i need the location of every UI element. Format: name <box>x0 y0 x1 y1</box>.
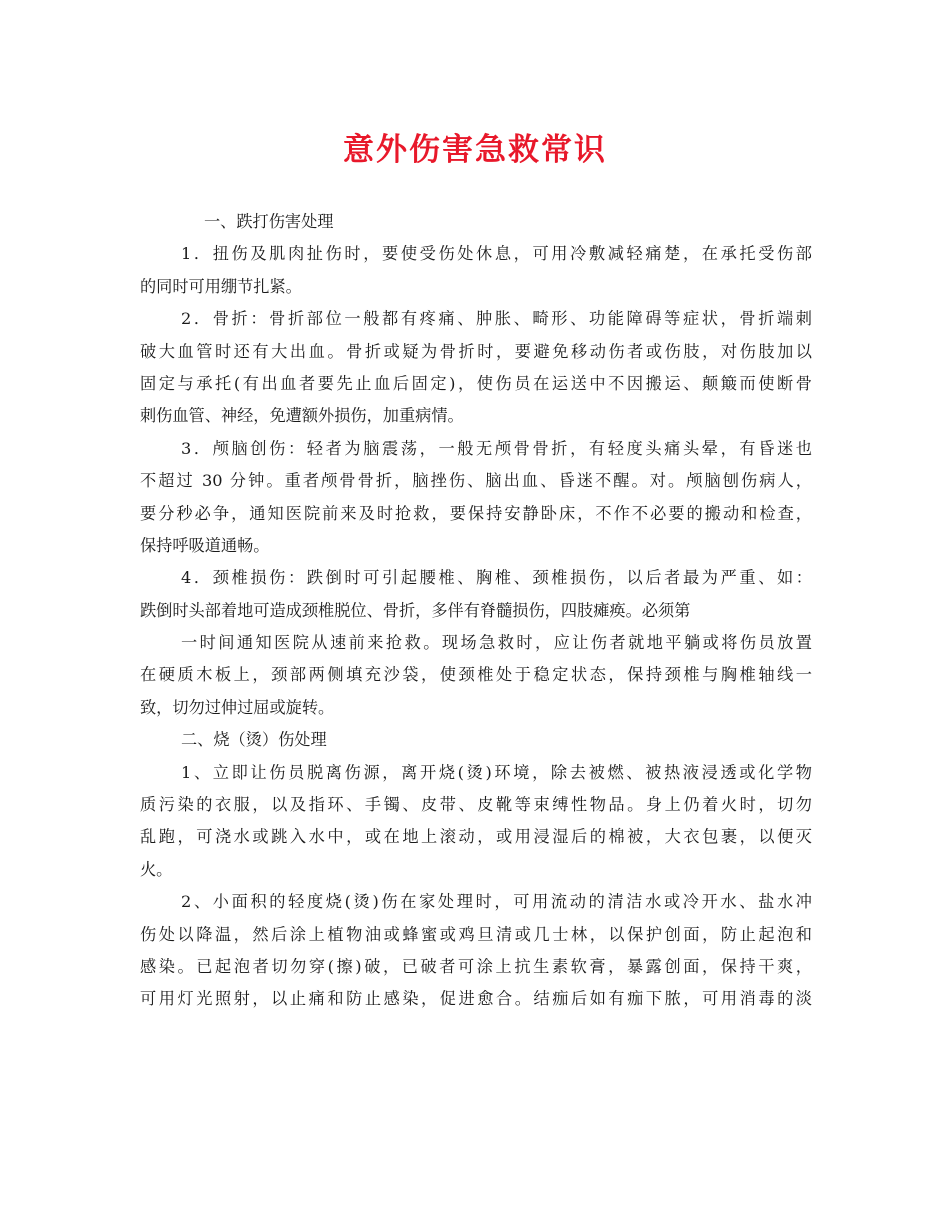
paragraph-line: 4．颈椎损伤：跌倒时可引起腰椎、胸椎、颈椎损伤，以后者最为严重、如： <box>181 568 812 588</box>
paragraph-line: 刺伤血管、神经，免遭额外损伤，加重病情。 <box>140 406 464 426</box>
section-heading-1: 一、跌打伤害处理 <box>204 212 334 231</box>
paragraph-line: 固定与承托(有出血者要先止血后固定)，使伤员在运送中不因搬运、颠簸而使断骨 <box>140 373 812 393</box>
paragraph-line: 2．骨折：骨折部位一般都有疼痛、肿胀、畸形、功能障碍等症状，骨折端刺 <box>181 309 812 329</box>
paragraph-line: 一时间通知医院从速前来抢救。现场急救时，应让伤者就地平躺或将伤员放置 <box>181 633 812 653</box>
document-title: 意外伤害急救常识 <box>343 132 607 168</box>
paragraph-line: 1．扭伤及肌肉扯伤时，要使受伤处休息，可用冷敷减轻痛楚，在承托受伤部 <box>181 244 812 264</box>
paragraph-line: 致，切勿过伸过屈或旋转。 <box>140 697 335 717</box>
paragraph-line: 伤处以降温，然后涂上植物油或蜂蜜或鸡旦清或几士林，以保护创面，防止起泡和 <box>140 924 812 944</box>
paragraph-line: 在硬质木板上，颈部两侧填充沙袋，使颈椎处于稳定状态，保持颈椎与胸椎轴线一 <box>140 665 812 685</box>
paragraph-line: 破大血管时还有大出血。骨折或疑为骨折时，要避免移动伤者或伤肢，对伤肢加以 <box>140 341 812 361</box>
paragraph-line: 1、立即让伤员脱离伤源，离开烧(烫)环境，除去被燃、被热液浸透或化学物 <box>181 762 812 782</box>
paragraph-line: 保持呼吸道通畅。 <box>140 535 270 555</box>
paragraph-line: 不超过 30 分钟。重者颅骨骨折，脑挫伤、脑出血、昏迷不醒。对。颅脑刨伤病人， <box>140 471 812 491</box>
paragraph-line: 要分秒必争，通知医院前来及时抢救，要保持安静卧床，不作不必要的搬动和检查， <box>140 503 812 523</box>
paragraph-line: 3．颅脑创伤：轻者为脑震荡，一般无颅骨骨折，有轻度头痛头晕，有昏迷也 <box>181 438 812 458</box>
paragraph-line: 乱跑，可浇水或跳入水中，或在地上滚动，或用浸湿后的棉被，大衣包裹，以便灭 <box>140 827 812 847</box>
paragraph-line: 跌倒时头部着地可造成颈椎脱位、骨折，多伴有脊髓损伤，四肢瘫痪。必须第 <box>140 600 691 620</box>
document-body <box>140 206 812 1016</box>
paragraph-line: 火。 <box>140 859 173 879</box>
paragraph-line: 感染。已起泡者切勿穿(擦)破，已破者可涂上抗生素软膏，暴露创面，保持干爽， <box>140 956 812 976</box>
paragraph-line: 2、小面积的轻度烧(烫)伤在家处理时，可用流动的清洁水或冷开水、盐水冲 <box>181 892 812 912</box>
paragraph-line: 的同时可用绷节扎紧。 <box>140 276 302 296</box>
paragraph-line: 质污染的衣服，以及指环、手镯、皮带、皮靴等束缚性物品。身上仍着火时，切勿 <box>140 795 812 815</box>
section-heading-2: 二、烧（烫）伤处理 <box>181 730 327 750</box>
paragraph-line: 可用灯光照射，以止痛和防止感染，促进愈合。结痂后如有痂下脓，可用消毒的淡 <box>140 989 812 1009</box>
